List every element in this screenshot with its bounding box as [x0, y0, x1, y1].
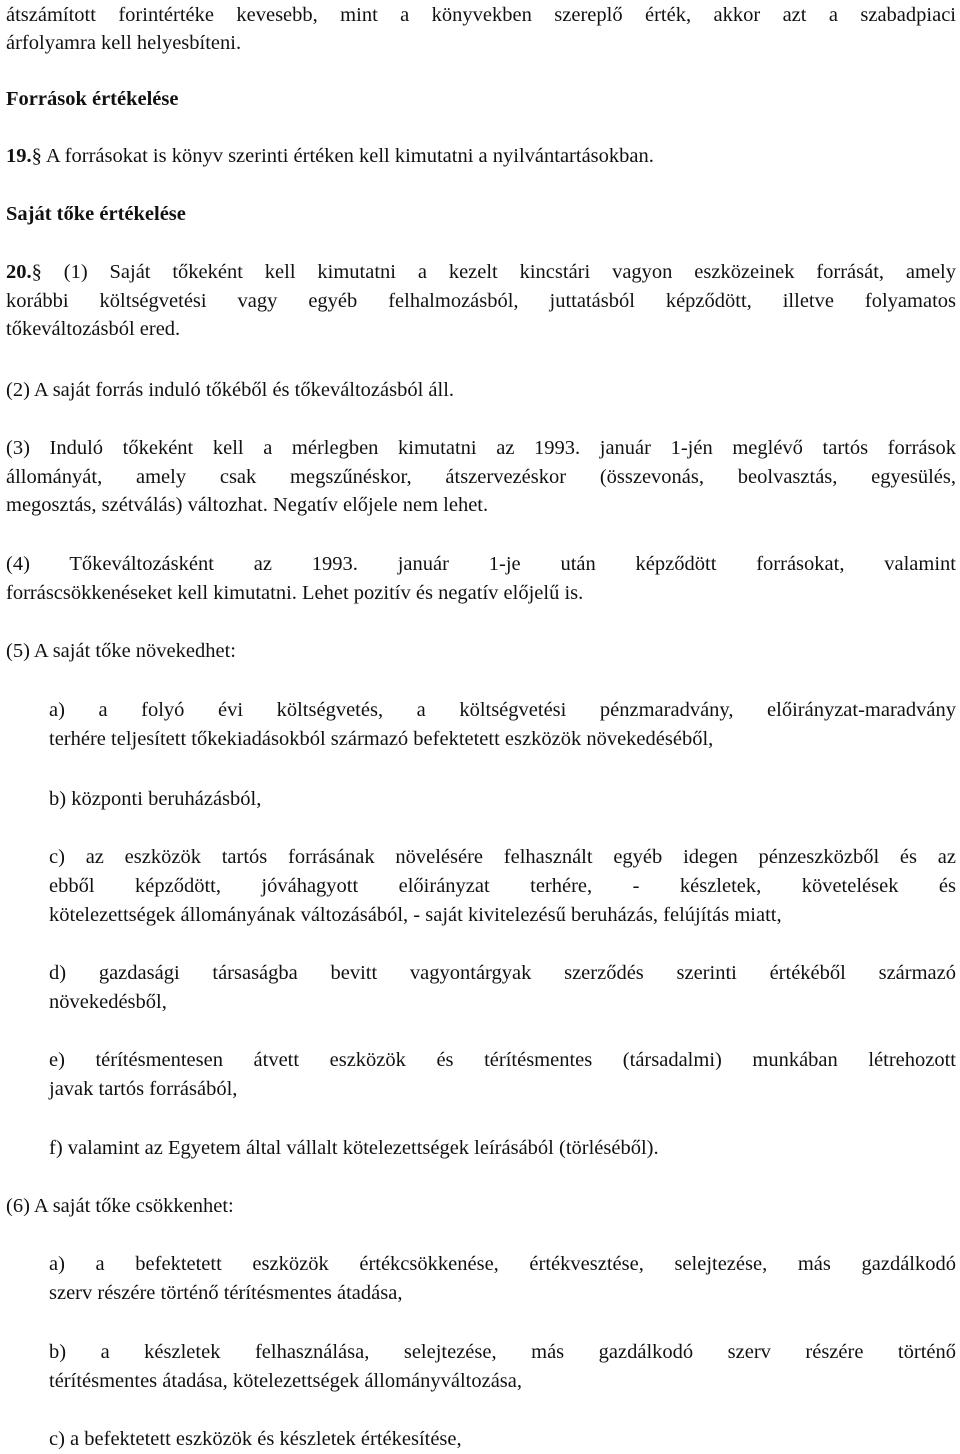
item-5c-line-1: c) az eszközök tartós forrásának növelésére felhasznált egyéb idegen pénzeszközből és az	[49, 846, 956, 868]
item-5a-line-2: terhére teljesített tőkekiadásokból származó befektetett eszközök növekedéséből,	[49, 728, 714, 750]
paragraph-20-line-3: tőkeváltozásból ered.	[6, 318, 181, 340]
section-heading-sources: Források értékelése	[6, 88, 179, 110]
paragraph-20-3-line-3: megosztás, szétválás) változhat. Negatív előjele nem lehet.	[6, 494, 489, 516]
paragraph-20-line-2: korábbi költségvetési vagy egyéb felhalmozásból, juttatásból képződött, illetve folyamatos	[6, 290, 956, 312]
item-5f: f) valamint az Egyetem által vállalt kötelezettségek leírásából (törléséből).	[49, 1137, 659, 1159]
paragraph-text: (1) Saját tőkeként kell kimutatni a kezelt kincstári vagyon eszközeinek forrását, amely	[41, 261, 956, 283]
item-6c: c) a befektetett eszközök és készletek értékesítése,	[49, 1428, 462, 1450]
item-5c-line-3: kötelezettségek állományának változásából, - saját kivitelezésű beruházás, felújítás miatt,	[49, 904, 782, 926]
paragraph-20-4-line-2: forráscsökkenéseket kell kimutatni. Lehet pozitív és negatív előjelű is.	[6, 582, 584, 604]
item-6b-line-2: térítésmentes átadása, kötelezettségek állományváltozása,	[49, 1370, 523, 1392]
section-sign: §	[31, 261, 42, 283]
paragraph-20-4-line-1: (4) Tőkeváltozásként az 1993. január 1-je után képződött forrásokat, valamint	[6, 553, 956, 575]
item-5d-line-1: d) gazdasági társaságba bevitt vagyontárgyak szerződés szerinti értékéből származó	[49, 962, 956, 984]
paragraph-20-3-line-1: (3) Induló tőkeként kell a mérlegben kimutatni az 1993. január 1-jén meglévő tartós források	[6, 437, 956, 459]
section-heading-equity: Saját tőke értékelése	[6, 203, 186, 225]
paragraph-number: 19.	[6, 145, 32, 167]
paragraph-20-2: (2) A saját forrás induló tőkéből és tőkeváltozásból áll.	[6, 379, 455, 401]
item-6b-line-1: b) a készletek felhasználása, selejtezése, más gazdálkodó szerv részére történő	[49, 1341, 956, 1363]
item-5d-line-2: növekedésből,	[49, 991, 167, 1013]
paragraph-20-3-line-2: állományát, amely csak megszűnéskor, átszervezéskor (összevonás, beolvasztás, egyesülés,	[6, 466, 956, 488]
paragraph-number: 20.	[6, 261, 32, 283]
continuation-line-1: átszámított forintértéke kevesebb, mint a könyvekben szereplő érték, akkor azt a szabadpiaci	[6, 4, 956, 26]
item-5e-line-1: e) térítésmentesen átvett eszközök és térítésmentes (társadalmi) munkában létrehozott	[49, 1049, 956, 1071]
paragraph-text: A forrásokat is könyv szerinti értéken kell kimutatni a nyilvántartásokban.	[41, 145, 654, 167]
continuation-line-2: árfolyamra kell helyesbíteni.	[6, 32, 242, 54]
item-5e-line-2: javak tartós forrásából,	[49, 1078, 238, 1100]
paragraph-20-line-1	[6, 257, 956, 287]
item-5a-line-1: a) a folyó évi költségvetés, a költségvetési pénzmaradvány, előirányzat-maradvány	[49, 699, 956, 721]
item-5c-line-2: ebből képződött, jóváhagyott előirányzat terhére, - készletek, követelések és	[49, 875, 956, 897]
paragraph-20-6: (6) A saját tőke csökkenhet:	[6, 1195, 234, 1217]
item-5b: b) központi beruházásból,	[49, 788, 262, 810]
paragraph-19	[6, 141, 956, 171]
paragraph-20-5: (5) A saját tőke növekedhet:	[6, 640, 236, 662]
item-6a-line-1: a) a befektetett eszközök értékcsökkenése, értékvesztése, selejtezése, más gazdálkodó	[49, 1253, 956, 1275]
item-6a-line-2: szerv részére történő térítésmentes átadása,	[49, 1282, 403, 1304]
section-sign: §	[31, 145, 42, 167]
